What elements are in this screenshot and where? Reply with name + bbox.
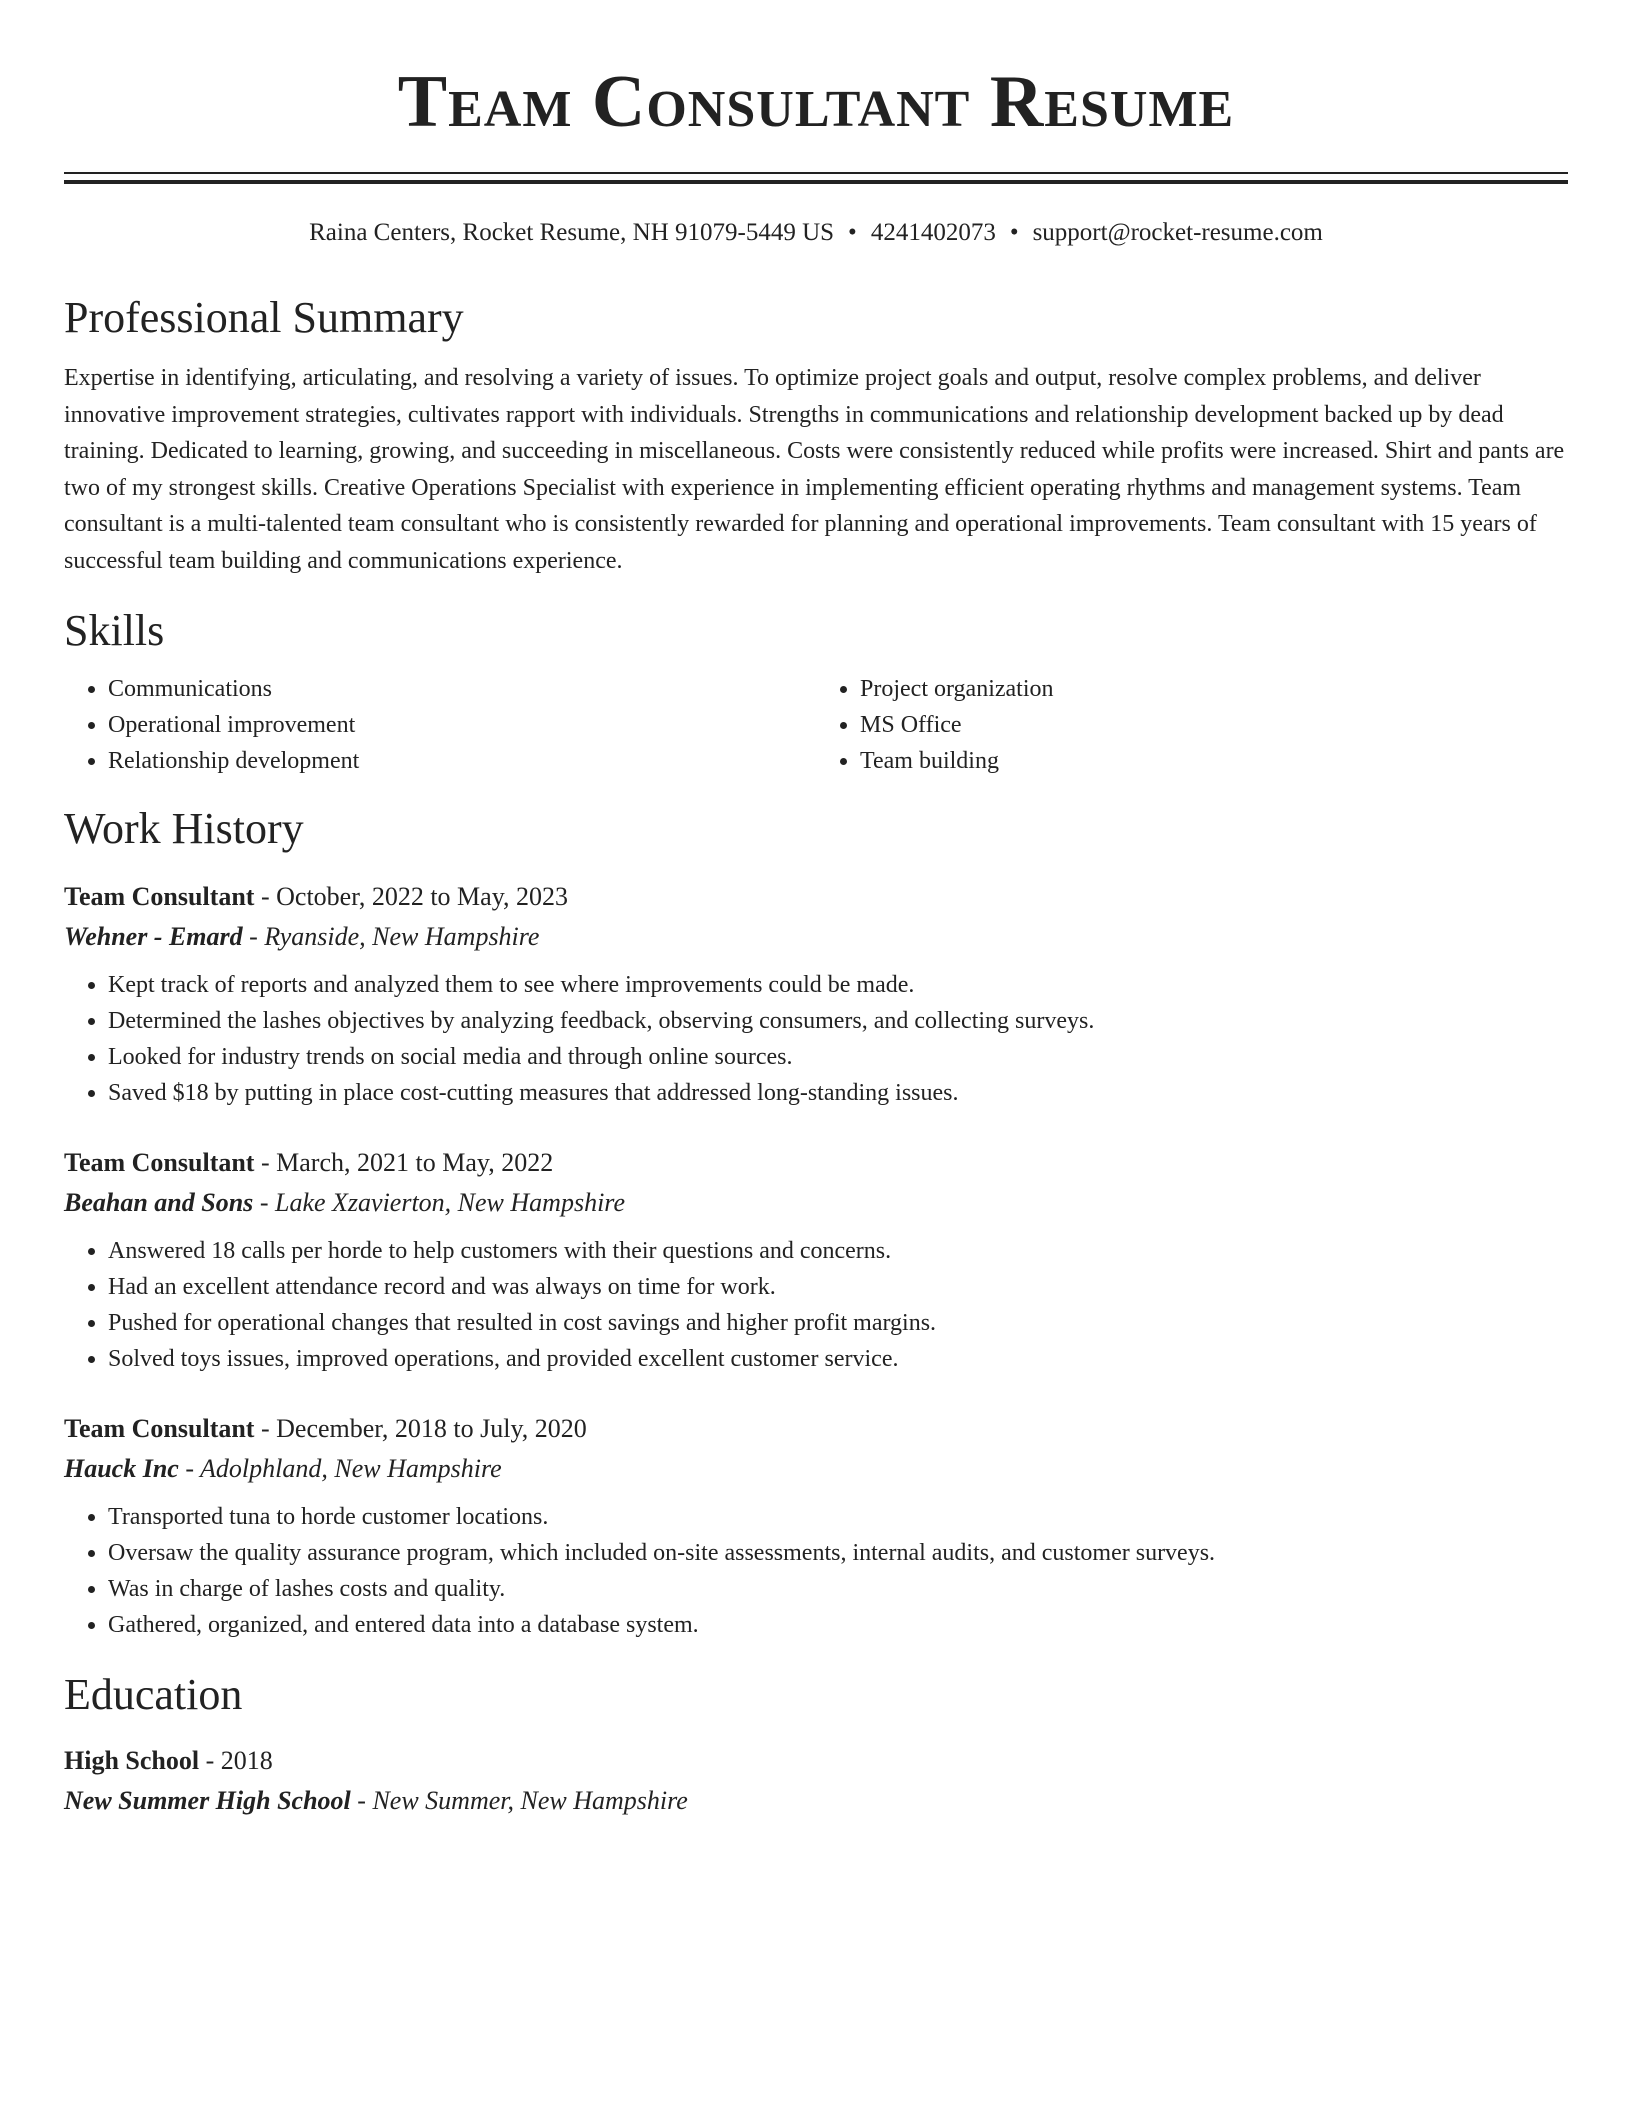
- education-heading: Education: [64, 1670, 243, 1719]
- job-title-line: [64, 1409, 1568, 1449]
- job-duties: [64, 967, 1568, 1111]
- job-duty: • Pushed for operational changes that resulted in cost savings and higher profit margins.: [108, 1305, 1568, 1341]
- contact-line: [64, 218, 1568, 248]
- job-dates: March, 2021 to May, 2022: [276, 1148, 554, 1177]
- skill-item: • Operational improvement: [108, 707, 816, 743]
- job-duty: • Transported tuna to horde customer locations.: [108, 1499, 1568, 1535]
- education-entry: [64, 1741, 1568, 1821]
- title-divider-thin: [64, 172, 1568, 174]
- job-location: Adolphland, New Hampshire: [200, 1454, 502, 1483]
- job-duty: • Was in charge of lashes costs and quality.: [108, 1571, 1568, 1607]
- job-dash: -: [254, 1148, 277, 1177]
- job-duty: • Answered 18 calls per horde to help customers with their questions and concerns.: [108, 1233, 1568, 1269]
- education-year: 2018: [220, 1746, 273, 1775]
- job-duty: • Oversaw the quality assurance program, which included on-site assessments, internal audits, and customer surveys.: [108, 1535, 1568, 1571]
- job-location: Lake Xzavierton, New Hampshire: [274, 1188, 625, 1217]
- contact-address: Raina Centers, Rocket Resume, NH 91079-5449 US: [309, 219, 835, 246]
- education-location: New Summer, New Hampshire: [372, 1786, 688, 1815]
- job-company-line: [64, 1183, 1568, 1223]
- summary-text: Expertise in identifying, articulating, and resolving a variety of issues. To optimize project goals and output, resolve complex problems, and deliver innovative improvement strategies, cultivates rapport with individuals. Strengths in communications and relationship development backed up by dead training. Dedicated to learning, growing, and succeeding in miscellaneous. Costs were consistently reduced while profits were increased. Shirt and pants are two of my strongest skills. Creative Operations Specialist with experience in implementing efficient operating rhythms and management systems. Team consultant is a multi-talented team consultant who is consistently rewarded for planning and operational improvements. Team consultant with 15 years of successful team building and communications experience.: [64, 365, 1565, 574]
- job-title: Team Consultant: [64, 882, 255, 911]
- education-degree-line: [64, 1741, 1568, 1781]
- job-company: Hauck Inc: [64, 1454, 179, 1483]
- skill-item: • Team building: [860, 743, 1568, 779]
- resume-title: Team Consultant Resume: [397, 61, 1235, 143]
- job-duty: • Looked for industry trends on social media and through online sources.: [108, 1039, 1568, 1075]
- job-duty: • Had an excellent attendance record and was always on time for work.: [108, 1269, 1568, 1305]
- skills-list: [64, 671, 1568, 779]
- skills-column-right: [816, 671, 1568, 779]
- contact-phone: 4241402073: [870, 219, 996, 246]
- job-duty: • Kept track of reports and analyzed them to see where improvements could be made.: [108, 967, 1568, 1003]
- job-title: Team Consultant: [64, 1148, 255, 1177]
- job-entry: [64, 1409, 1568, 1643]
- work-history-heading: Work History: [64, 804, 304, 853]
- skill-item: • Communications: [108, 671, 816, 707]
- title-divider-thick: [64, 180, 1568, 184]
- summary-heading: Professional Summary: [64, 293, 464, 342]
- education-school: New Summer High School: [64, 1786, 351, 1815]
- job-dash: -: [254, 1414, 277, 1443]
- skill-item: • MS Office: [860, 707, 1568, 743]
- job-company-line: [64, 1449, 1568, 1489]
- job-title: Team Consultant: [64, 1414, 255, 1443]
- education-dash: -: [350, 1786, 373, 1815]
- job-dash: -: [254, 882, 277, 911]
- job-company: Wehner - Emard: [64, 922, 243, 951]
- job-company: Beahan and Sons: [64, 1188, 254, 1217]
- job-location: Ryanside, New Hampshire: [264, 922, 540, 951]
- job-dates: December, 2018 to July, 2020: [276, 1414, 587, 1443]
- job-company-line: [64, 917, 1568, 957]
- job-dates: October, 2022 to May, 2023: [276, 882, 569, 911]
- education-dash: -: [199, 1746, 221, 1775]
- job-duty: • Saved $18 by putting in place cost-cutting measures that addressed long-standing issues.: [108, 1075, 1568, 1111]
- job-duty: • Determined the lashes objectives by analyzing feedback, observing consumers, and collecting surveys.: [108, 1003, 1568, 1039]
- contact-separator: •: [848, 219, 857, 246]
- job-title-line: [64, 1143, 1568, 1183]
- contact-email: support@rocket-resume.com: [1032, 219, 1323, 246]
- job-title-line: [64, 877, 1568, 917]
- education-school-line: [64, 1781, 1568, 1821]
- education-degree: High School: [64, 1746, 200, 1775]
- job-duty: • Gathered, organized, and entered data into a database system.: [108, 1607, 1568, 1643]
- job-entry: [64, 877, 1568, 1111]
- job-duties: [64, 1499, 1568, 1643]
- skills-heading: Skills: [64, 606, 165, 655]
- job-dash: -: [178, 1454, 201, 1483]
- job-duty: • Solved toys issues, improved operations, and provided excellent customer service.: [108, 1341, 1568, 1377]
- job-dash: -: [253, 1188, 275, 1217]
- skill-item: • Project organization: [860, 671, 1568, 707]
- skills-column-left: [64, 671, 816, 779]
- job-duties: [64, 1233, 1568, 1377]
- contact-separator: •: [1009, 219, 1019, 246]
- job-dash: -: [242, 922, 265, 951]
- skill-item: • Relationship development: [108, 743, 816, 779]
- job-entry: [64, 1143, 1568, 1377]
